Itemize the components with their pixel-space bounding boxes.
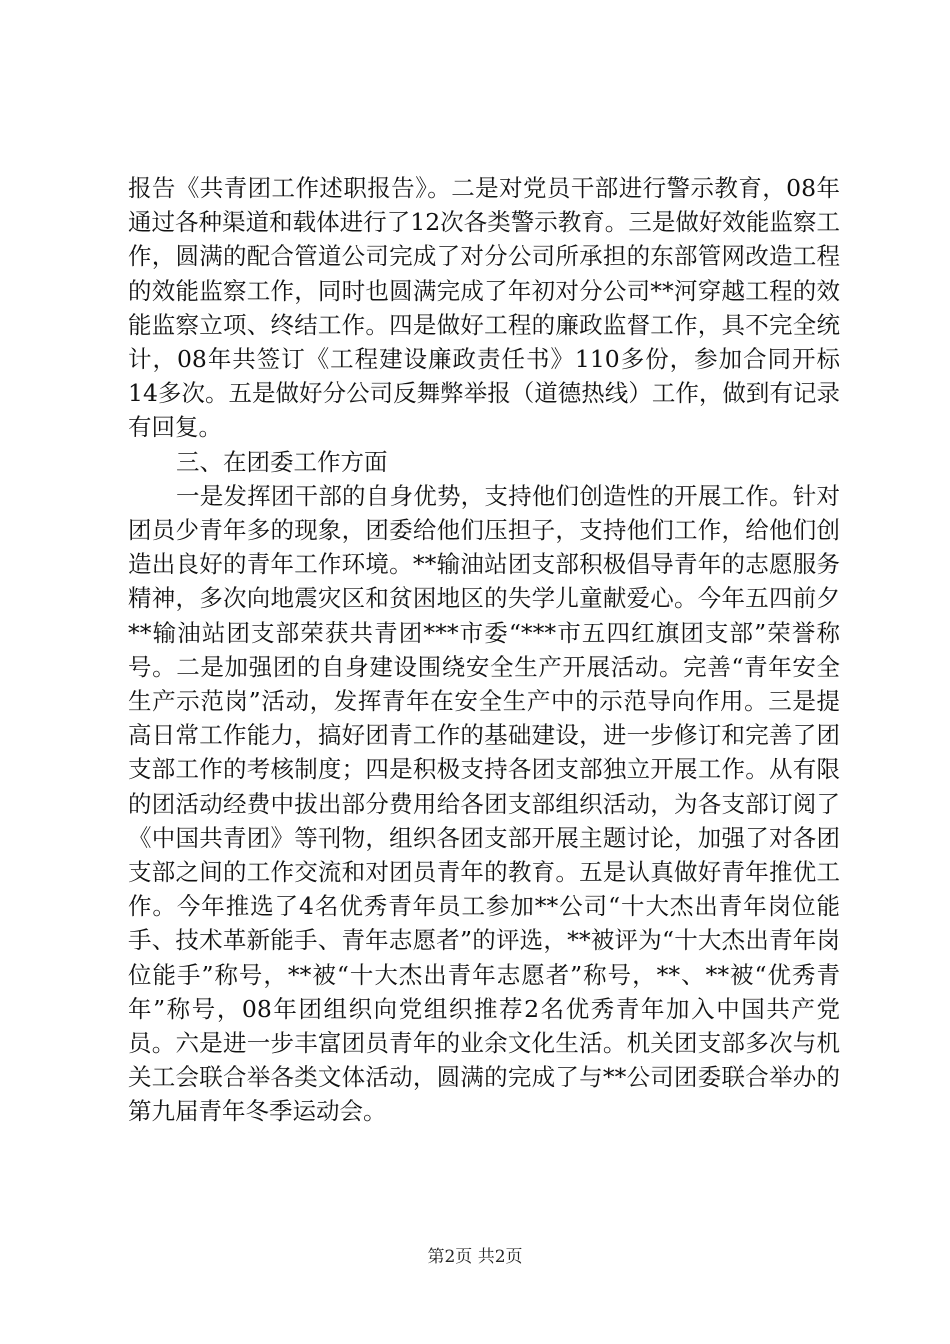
section-heading: 三、在团委工作方面: [176, 447, 388, 476]
paragraph-continued: 报告《共青团工作述职报告》。二是对党员干部进行警示教育，08年通过各种渠道和载体进行了12次各类警示教育。三是做好效能监察工作，圆满的配合管道公司完成了对分公司所承担的东部管网改造工程的效能监察工作，同时也圆满完成了年初对分公司**河穿越工程的效能监察立项、终结工作。四是做好工程的廉政监督工作，具不完全统计，08年共签订《工程建设廉政责任书》110多份，参加合同开标14多次。五是做好分公司反舞弊举报（道德热线）工作，做到有记录有回复。: [128, 174, 840, 442]
page-number-footer: 第2页 共2页: [427, 1247, 523, 1267]
document-body: [128, 171, 840, 1129]
paragraph-league-work: 一是发挥团干部的自身优势，支持他们创造性的开展工作。针对团员少青年多的现象，团委给他们压担子，支持他们工作，给他们创造出良好的青年工作环境。**输油站团支部积极倡导青年的志愿服务精神，多次向地震灾区和贫困地区的失学儿童献爱心。今年五四前夕**输油站团支部荣获共青团***市委“***市五四红旗团支部”荣誉称号。二是加强团的自身建设围绕安全生产开展活动。完善“青年安全生产示范岗”活动，发挥青年在安全生产中的示范导向作用。三是提高日常工作能力，搞好团青工作的基础建设，进一步修订和完善了团支部工作的考核制度；四是积极支持各团支部独立开展工作。从有限的团活动经费中拔出部分费用给各团支部组织活动，为各支部订阅了《中国共青团》等刊物，组织各团支部开展主题讨论，加强了对各团支部之间的工作交流和对团员青年的教育。五是认真做好青年推优工作。今年推选了4名优秀青年员工参加**公司“十大杰出青年岗位能手、技术革新能手、青年志愿者”的评选，**被评为“十大杰出青年岗位能手”称号，**被“十大杰出青年志愿者”称号，**、**被“优秀青年”称号，08年团组织向党组织推荐2名优秀青年加入中国共产党员。六是进一步丰富团员青年的业余文化生活。机关团支部多次与机关工会联合举各类文体活动，圆满的完成了与**公司团委联合举办的第九届青年冬季运动会。: [128, 481, 840, 1126]
